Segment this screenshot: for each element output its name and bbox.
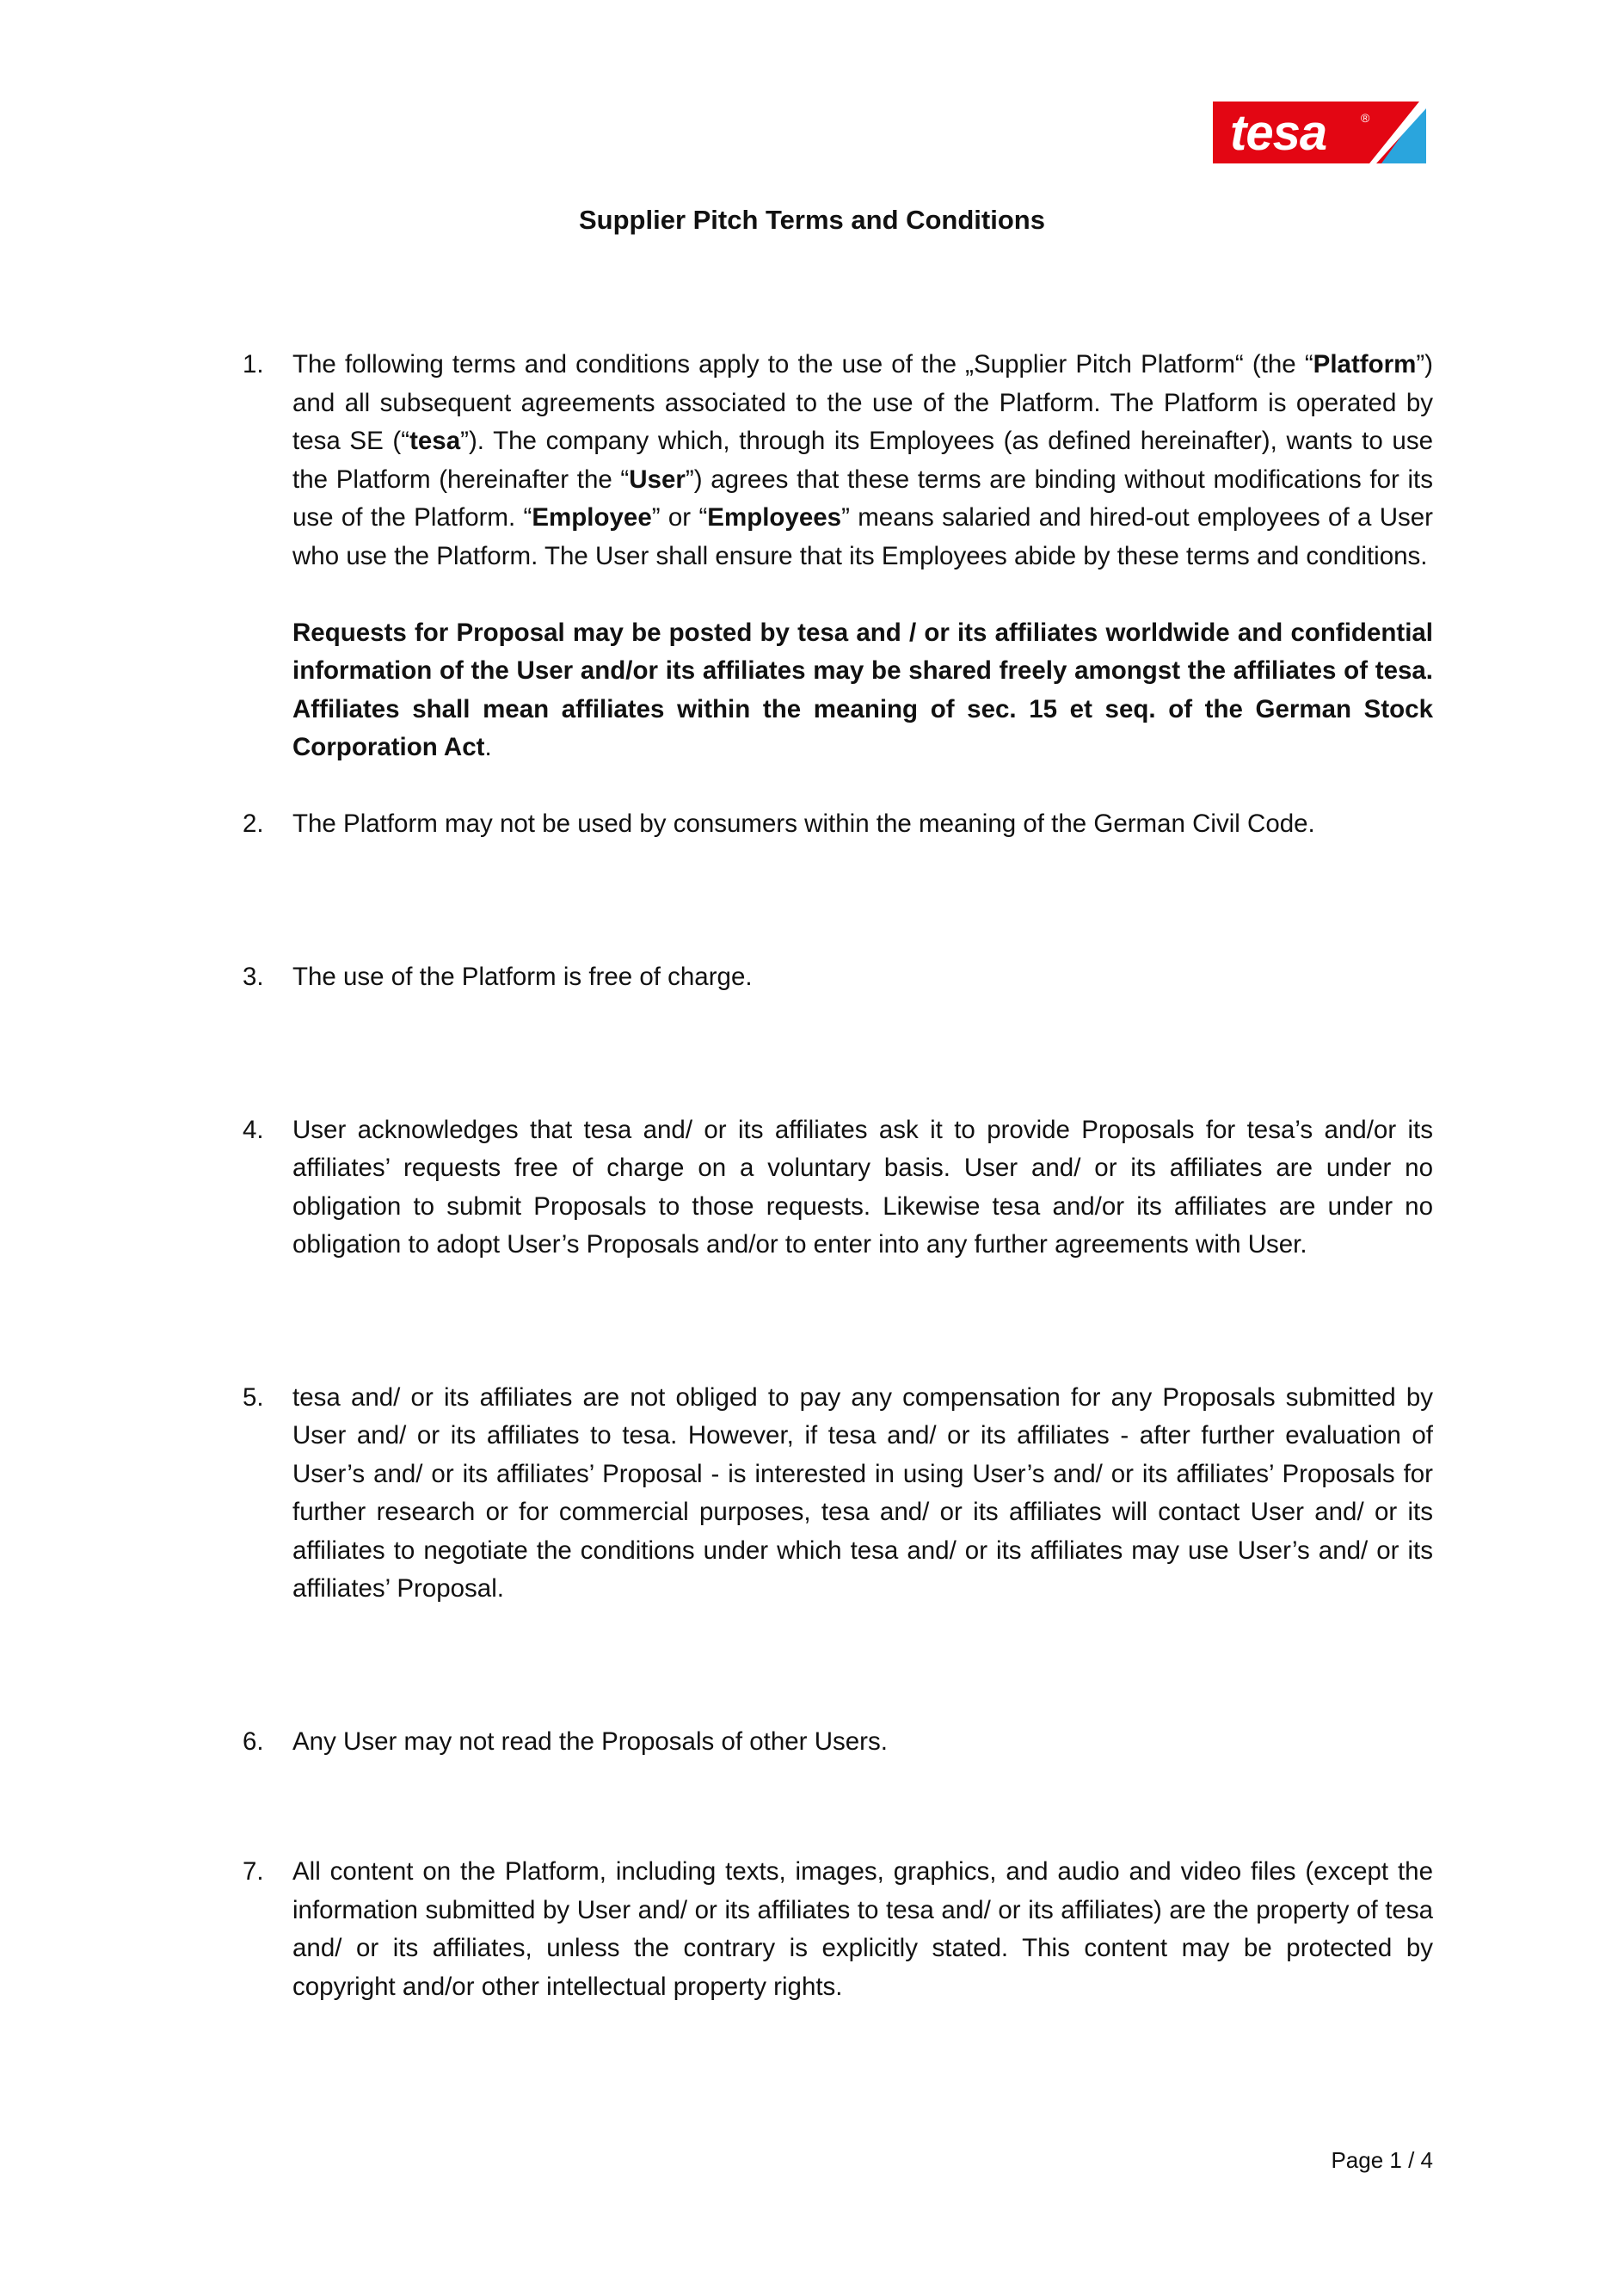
clause-text: The following terms and conditions apply to the use of the „Supplier Pitch Platform“ (the “	[292, 350, 1313, 379]
clause-5	[243, 1379, 1433, 1609]
clause-number: 6.	[243, 1727, 264, 1756]
page-number: Page 1 / 4	[1331, 2147, 1433, 2173]
clause-text: tesa and/ or its affiliates are not obliged to pay any compensation for any Proposals submitted by User and/ or its affiliates to tesa. However, if tesa and/ or its affiliates - after further evaluation of User’s and/ or its affiliates’ Proposal - is interested in using User’s and/ or its affiliates’ Proposals for further research or for commercial purposes, tesa and/ or its affiliates will contact User and/ or its affiliates to negotiate the conditions under which tesa and/ or its affiliates may use User’s and/ or its affiliates’ Proposal.	[292, 1382, 1433, 1603]
clause-number: 5.	[243, 1382, 264, 1412]
clause-1	[243, 346, 1433, 767]
clause-text: The Platform may not be used by consumers within the meaning of the German Civil Code.	[292, 809, 1315, 838]
clause-4	[243, 1111, 1433, 1265]
clause-text: ”) agrees that these terms are binding without modifications for its use of the Platform. “	[292, 465, 1433, 532]
clause-number: 1.	[243, 350, 264, 379]
affiliates-notice: Requests for Proposal may be posted by tesa and / or its affiliates worldwide and confidential information of the User and/or its affiliates may be shared freely amongst the affiliates of tesa. Affiliates shall mean affiliates within the meaning of sec. 15 et seq. of the German Stock Corporation Act	[292, 618, 1433, 761]
clause-number: 3.	[243, 963, 264, 991]
logo-wordmark: tesa	[1230, 105, 1327, 161]
clause-2	[243, 805, 1433, 844]
clause-text: Any User may not read the Proposals of other Users.	[292, 1727, 888, 1756]
document-title: Supplier Pitch Terms and Conditions	[579, 205, 1045, 235]
clause-3	[243, 958, 1433, 997]
defined-term-user: User	[629, 465, 686, 494]
clause-paragraph	[292, 346, 1433, 576]
clause-text: .	[484, 733, 492, 761]
clause-number: 2.	[243, 809, 264, 838]
clause-text: ”). The company which, through its Employees (as defined hereinafter), wants to use the Platform (hereinafter the “	[292, 427, 1433, 494]
clause-6	[243, 1723, 1433, 1762]
logo-registered-mark: ®	[1361, 111, 1370, 125]
clause-text: The use of the Platform is free of charge.	[292, 963, 753, 991]
clause-number: 7.	[243, 1857, 264, 1886]
clause-text: User acknowledges that tesa and/ or its affiliates ask it to provide Proposals for tesa’s and/or its affiliates’ requests free of charge on a voluntary basis. User and/ or its affiliates are under no obligation to submit Proposals to those requests. Likewise tesa and/or its affiliates are under no obligation to adopt User’s Proposals and/or to enter into any further agreements with User.	[292, 1115, 1433, 1259]
clause-text: All content on the Platform, including texts, images, graphics, and audio and video files (except the information submitted by User and/ or its affiliates to tesa and/ or its affiliates) are the property of tesa and/ or its affiliates, unless the contrary is explicitly stated. This content may be protected by copyright and/or other intellectual property rights.	[292, 1857, 1433, 2001]
clause-number: 4.	[243, 1115, 264, 1144]
defined-term-tesa: tesa	[409, 427, 461, 455]
clause-7	[243, 1853, 1433, 2006]
clause-paragraph-bold	[292, 614, 1433, 767]
terms-list	[243, 346, 1433, 2006]
clause-text: ” or “	[651, 503, 708, 532]
defined-term-platform: Platform	[1313, 350, 1417, 379]
clause-text: ” means salaried and hired-out employees of a User who use the Platform. The User shall ensure that its Employees abide by these terms and conditions.	[292, 503, 1433, 570]
tesa-logo	[1213, 102, 1426, 163]
clause-text: ”) and all subsequent agreements associated to the use of the Platform. The Platform is operated by tesa SE (“	[292, 350, 1433, 455]
defined-term-employees: Employees	[707, 503, 842, 532]
defined-term-employee: Employee	[532, 503, 652, 532]
